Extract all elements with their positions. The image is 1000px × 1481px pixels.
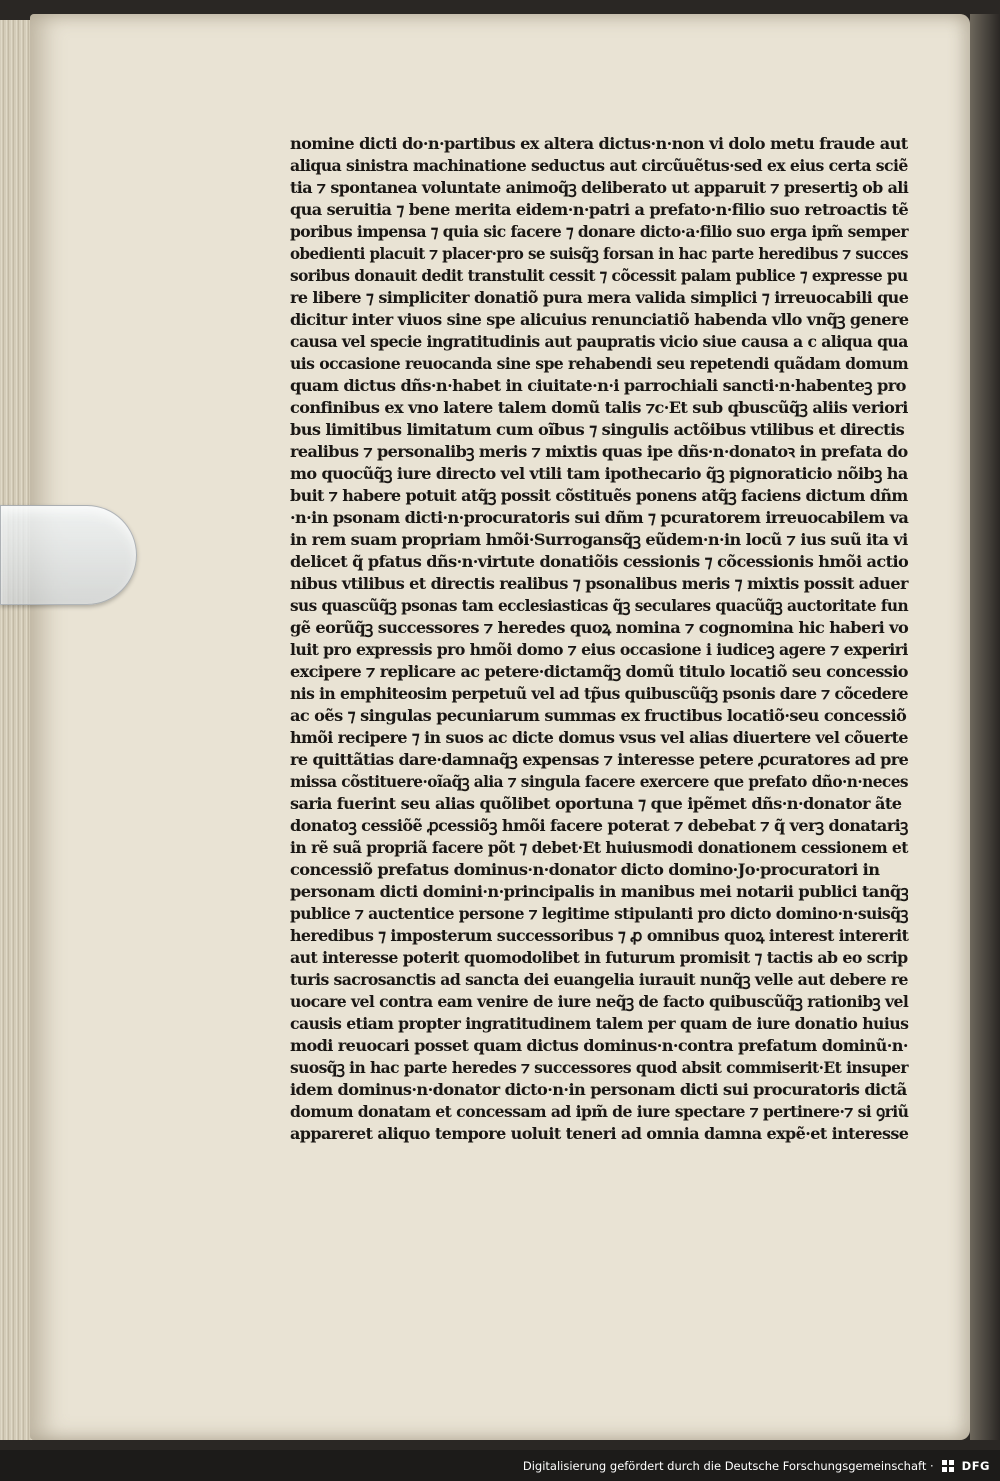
text-line: personam dicti domini·n·principalis in manibus mei notarii publici tanq̃ꝫ (290, 882, 908, 901)
text-line: appareret aliquo tempore uoluit teneri ad omnia damna expẽ·et interesse (290, 1124, 909, 1143)
text-line: dicitur inter viuos sine spe alicuius renunciatiõ habenda vllo vnq̃ꝫ genere (290, 310, 909, 329)
text-line: qua seruitia ⁊ bene merita eidem·n·patri a prefato·n·filio suo retroactis tẽ (290, 200, 909, 219)
text-line: publice ⁊ auctentice persone ⁊ legitime stipulanti pro dicto domino·n·suisq̃ꝫ (290, 904, 908, 923)
text-line: delicet q̃ pfatus dñs·n·virtute donatiõis cessionis ⁊ cõcessionis hmõi actio (290, 552, 909, 571)
text-line: uocare vel contra eam venire de iure neq̃ꝫ de facto quibuscũq̃ꝫ rationibꝫ vel (290, 992, 909, 1011)
footer-bar (0, 1450, 1000, 1481)
text-line: donatoꝫ cessiõẽ ꝓcessiõꝫ hmõi facere poterat ⁊ debebat ⁊ q̃ verꝫ donatariꝫ (290, 816, 908, 835)
text-line: poribus impensa ⁊ quia sic facere ⁊ donare dicto·a·filio suo erga ipm̃ semper (290, 222, 909, 241)
dfg-logo-icon (942, 1460, 954, 1472)
text-line: nomine dicti do·n·partibus ex altera dictus·n·non vi dolo metu fraude aut (290, 134, 908, 153)
text-line: re quittãtias dare·damnaq̃ꝫ expensas ⁊ interesse petere ꝓcuratores ad pre (290, 750, 909, 769)
text-line: realibus ⁊ personalibꝫ meris ⁊ mixtis quas ipe dñs·n·donatoꝛ in prefata do (290, 442, 908, 461)
text-line: hmõi recipere ⁊ in suos ac dicte domus vsus vel alias diuertere vel cõuerte (290, 728, 908, 747)
text-line: aut interesse poterit quomodolibet in futurum promisit ⁊ tactis ab eo scrip (290, 948, 908, 967)
text-line: excipere ⁊ replicare ac petere·dictamq̃ꝫ domũ titulo locatiõ seu concessio (290, 662, 908, 681)
text-line: quam dictus dñs·n·habet in ciuitate·n·i parrochiali sancti·n·habenteꝫ pro (290, 376, 906, 395)
plastic-clip (0, 505, 137, 605)
text-line: in rẽ suã propriã facere põt ⁊ debet·Et huiusmodi donationem cessionem et (290, 838, 908, 857)
text-line: confinibus ex vno latere talem domũ talis ⁊c·Et sub qbuscũq̃ꝫ aliis veriori (290, 398, 908, 417)
text-line: concessiõ prefatus dominus·n·donator dicto domino·Jo·procuratori in (290, 860, 880, 879)
text-line: in rem suam propriam hmõi·Surrogansq̃ꝫ eũdem·n·in locũ ⁊ ius suũ ita vi (290, 530, 908, 549)
text-line: mo quocũq̃ꝫ iure directo vel vtili tam ipothecario q̃ꝫ pignoraticio nõibꝫ ha (290, 464, 908, 483)
text-line: missa cõstituere·oĩaq̃ꝫ alia ⁊ singula facere exercere que prefato dño·n·neces (290, 772, 908, 791)
text-line: gẽ eorũq̃ꝫ successores ⁊ heredes quoꝝ nomina ⁊ cognomina hic haberi vo (290, 618, 909, 637)
text-line: aliqua sinistra machinatione seductus aut circũuẽtus·sed ex eius certa sciẽ (290, 156, 908, 175)
text-line: idem dominus·n·donator dicto·n·in personam dicti sui procuratoris dictã (290, 1080, 907, 1099)
text-line: suosq̃ꝫ in hac parte heredes ⁊ successores quod absit commiserit·Et insuper (290, 1058, 909, 1077)
text-line: heredibus ⁊ imposterum successoribus ⁊ ꝓ omnibus quoꝝ interest intererit (290, 926, 909, 945)
text-line: causis etiam propter ingratitudinem talem per quam de iure donatio huius (290, 1014, 909, 1033)
text-line: luit pro expressis pro hmõi domo ⁊ eius occasione i iudiceꝫ agere ⁊ experiri (290, 640, 908, 659)
text-line: tia ⁊ spontanea voluntate animoq̃ꝫ deliberato ut apparuit ⁊ presertiꝫ ob ali (290, 178, 909, 197)
printed-text-block (290, 133, 908, 1145)
text-line: uis occasione reuocanda sine spe rehabendi seu repetendi quãdam domum (290, 354, 909, 373)
text-line: turis sacrosanctis ad sancta dei euangelia iurauit nunq̃ꝫ velle aut debere re (290, 970, 908, 989)
page-right-shadow (970, 14, 1000, 1440)
text-line: re libere ⁊ simpliciter donatiõ pura mera valida simplici ⁊ irreuocabili que (290, 288, 909, 307)
text-line: ·n·in psonam dicti·n·procuratoris sui dñm ⁊ pcuratorem irreuocabilem va (290, 508, 909, 527)
text-line: modi reuocari posset quam dictus dominus·n·contra prefatum dominũ·n· (290, 1036, 908, 1055)
text-line: sus quascũq̃ꝫ psonas tam ecclesiasticas q̃ꝫ seculares quacũq̃ꝫ auctoritate fun (290, 596, 909, 615)
text-line: obedienti placuit ⁊ placer·pro se suisq̃ꝫ forsan in hac parte heredibus ⁊ succes (290, 244, 908, 263)
text-line: nis in emphiteosim perpetuũ vel ad tp̃us quibuscũq̃ꝫ psonis dare ⁊ cõcedere (290, 684, 908, 703)
footer-credit-text: Digitalisierung gefördert durch die Deutsche Forschungsgemeinschaft · (522, 1458, 934, 1473)
text-line: causa vel specie ingratitudinis aut paupratis vicio siue causa a c aliqua qua (290, 332, 908, 351)
text-line: domum donatam et concessam ad ipm̃ de iure spectare ⁊ pertinere·⁊ si ꝯriũ (290, 1102, 909, 1121)
text-line: soribus donauit dedit transtulit cessit ⁊ cõcessit palam publice ⁊ expresse pu (290, 266, 908, 285)
text-line: nibus vtilibus et directis realibus ⁊ psonalibus meris ⁊ mixtis possit aduer (290, 574, 908, 593)
text-line: bus limitibus limitatum cum oĩbus ⁊ singulis actõibus vtilibus et directis (290, 420, 905, 439)
dfg-logo-text: DFG (961, 1458, 990, 1473)
text-line: ac oẽs ⁊ singulas pecuniarum summas ex fructibus locatiõ·seu concessiõ (290, 706, 907, 725)
text-line: buit ⁊ habere potuit atq̃ꝫ possit cõstituẽs ponens atq̃ꝫ faciens dictum dñm (290, 486, 908, 505)
text-line: saria fuerint seu alias quõlibet oportuna ⁊ que ipẽmet dñs·n·donator ãte (290, 794, 902, 813)
